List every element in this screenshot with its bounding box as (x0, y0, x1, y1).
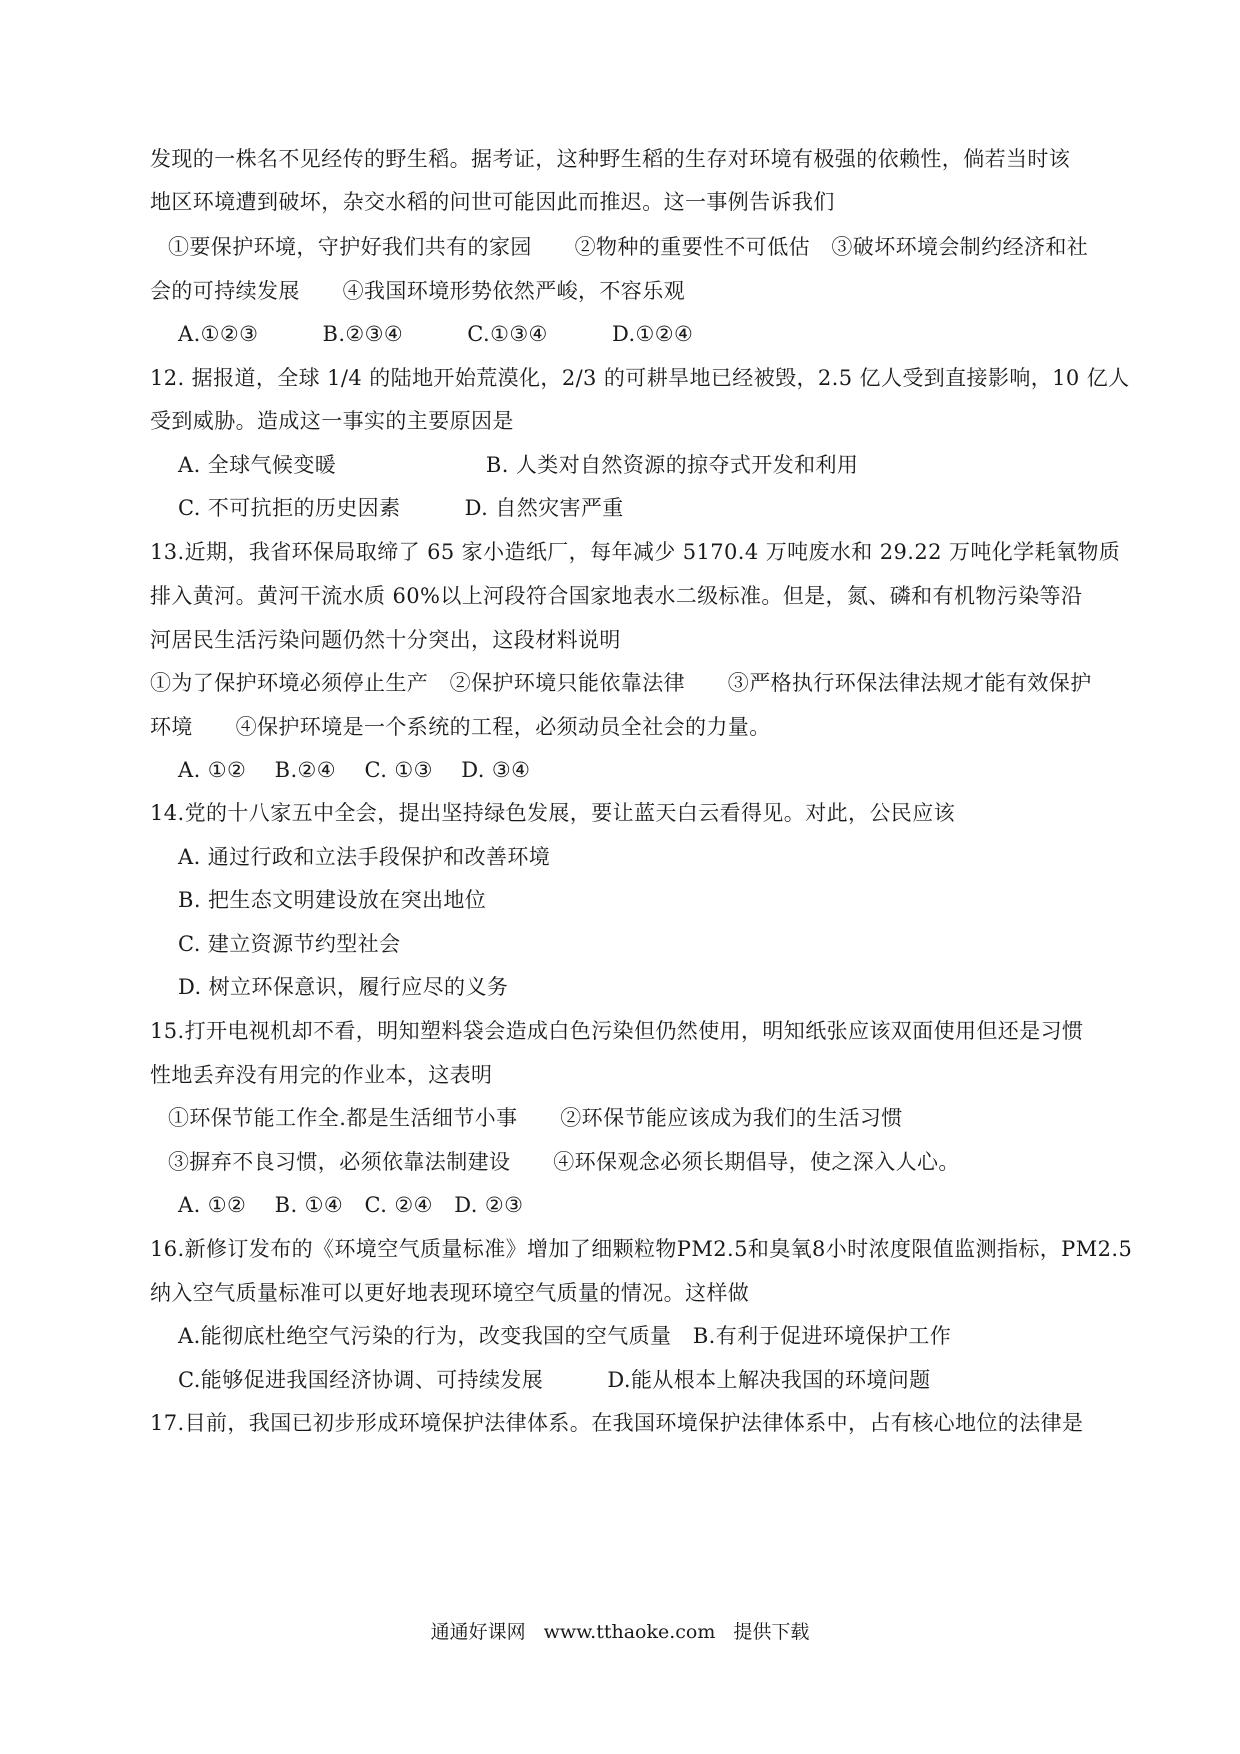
question-16-text-line-1: 16.新修订发布的《环境空气质量标准》增加了细颗粒物PM2.5和臭氧8小时浓度限值监测指标，PM2.5 (150, 1237, 1133, 1261)
question-14-option-d: D. 树立环保意识，履行应尽的义务 (178, 975, 509, 999)
question-14-option-a: A. 通过行政和立法手段保护和改善环境 (178, 845, 551, 869)
question-17-text: 17.目前，我国已初步形成环境保护法律体系。在我国环境保护法律体系中，占有核心地位的法律是 (150, 1411, 1084, 1435)
footer-url: www.tthaoke.com (543, 1621, 716, 1643)
question-11-statements-line-2: 会的可持续发展 ④我国环境形势依然严峻，不容乐观 (150, 279, 685, 303)
question-14-text: 14.党的十八家五中全会，提出坚持绿色发展，要让蓝天白云看得见。对此，公民应该 (150, 801, 955, 825)
question-12-text-line-2: 受到威胁。造成这一事实的主要原因是 (150, 409, 514, 433)
question-15-text-line-1: 15.打开电视机却不看，明知塑料袋会造成白色污染但仍然使用，明知纸张应该双面使用但还是习惯 (150, 1019, 1084, 1043)
question-16-text-line-2: 纳入空气质量标准可以更好地表现环境空气质量的情况。这样做 (150, 1281, 750, 1305)
footer-site-name: 通通好课网 (430, 1621, 526, 1643)
question-15-statements-line-1: ①环保节能工作全.都是生活细节小事 ②环保节能应该成为我们的生活习惯 (168, 1106, 903, 1130)
question-15-options: A. ①② B. ①④ C. ②④ D. ②③ (178, 1193, 524, 1217)
question-11-options: A.①②③ B.②③④ C.①③④ D.①②④ (178, 322, 694, 346)
question-12-options-cd: C. 不可抗拒的历史因素 D. 自然灾害严重 (178, 496, 624, 520)
question-12-text-line-1: 12. 据报道，全球 1/4 的陆地开始荒漠化，2/3 的可耕旱地已经被毁，2.5 亿人受到直接影响，10 亿人 (150, 366, 1130, 390)
question-13-text-line-1: 13.近期，我省环保局取缔了 65 家小造纸厂，每年减少 5170.4 万吨废水和 29.22 万吨化学耗氧物质 (150, 540, 1121, 564)
question-11-text-line-2: 地区环境遭到破坏，杂交水稻的问世可能因此而推迟。这一事例告诉我们 (150, 190, 835, 214)
question-15-text-line-2: 性地丢弃没有用完的作业本，这表明 (150, 1063, 493, 1087)
question-11-statements-line-1: ①要保护环境，守护好我们共有的家园 ②物种的重要性不可低估 ③破坏环境会制约经济和社 (168, 235, 1089, 259)
page-footer (0, 1618, 1240, 1646)
footer-note: 提供下载 (733, 1621, 810, 1643)
question-16-options-ab: A.能彻底杜绝空气污染的行为，改变我国的空气质量 B.有利于促进环境保护工作 (178, 1324, 952, 1348)
question-13-options: A. ①② B.②④ C. ①③ D. ③④ (178, 758, 531, 782)
question-13-text-line-2: 排入黄河。黄河干流水质 60%以上河段符合国家地表水二级标准。但是，氮、磷和有机物污染等沿 (150, 584, 1083, 608)
question-13-statements-line-2: 环境 ④保护环境是一个系统的工程，必须动员全社会的力量。 (150, 715, 771, 739)
question-14-option-b: B. 把生态文明建设放在突出地位 (178, 888, 487, 912)
question-13-statements-line-1: ①为了保护环境必须停止生产 ②保护环境只能依靠法律 ③严格执行环保法律法规才能有效保护 (150, 671, 1092, 695)
question-16-options-cd: C.能够促进我国经济协调、可持续发展 D.能从根本上解决我国的环境问题 (178, 1368, 931, 1392)
question-14-option-c: C. 建立资源节约型社会 (178, 932, 401, 956)
question-13-text-line-3: 河居民生活污染问题仍然十分突出，这段材料说明 (150, 628, 621, 652)
question-11-text-line-1: 发现的一株名不见经传的野生稻。据考证，这种野生稻的生存对环境有极强的依赖性，倘若当时该 (150, 147, 1071, 171)
question-12-options-ab: A. 全球气候变暖 B. 人类对自然资源的掠夺式开发和利用 (178, 453, 859, 477)
question-15-statements-line-2: ③摒弃不良习惯，必须依靠法制建设 ④环保观念必须长期倡导，使之深入人心。 (168, 1150, 960, 1174)
